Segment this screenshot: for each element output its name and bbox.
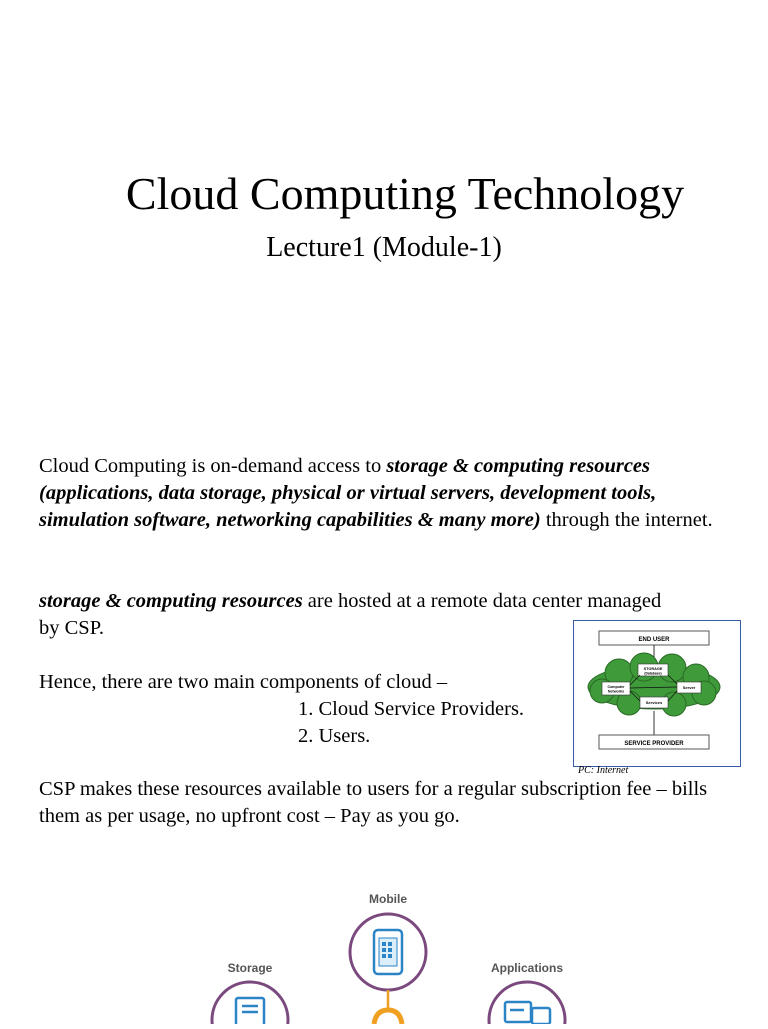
server-label: Server xyxy=(682,685,696,690)
slide-subtitle: Lecture1 (Module-1) xyxy=(266,232,502,263)
storage-circle xyxy=(212,982,288,1024)
hosting-tail: are hosted at a remote data center managed by CSP. xyxy=(39,590,662,639)
storage-sublabel: (Database) xyxy=(644,671,662,676)
computer-networks-label-2: Networks xyxy=(607,689,625,694)
definition-paragraph xyxy=(39,453,729,534)
storage-figure-label: Storage xyxy=(227,961,273,975)
component-item-users: 2. Users. xyxy=(298,725,371,747)
definition-lead: Cloud Computing is on-demand access to xyxy=(39,455,387,477)
mobile-label: Mobile xyxy=(369,892,407,906)
cloud-architecture-diagram xyxy=(573,620,741,767)
slide-title: Cloud Computing Technology xyxy=(125,168,685,219)
service-provider-label: SERVICE PROVIDER xyxy=(624,741,684,747)
definition-tail: through the internet. xyxy=(540,509,713,531)
definition-emphasis: storage & computing resources (applications, data storage, physical or virtual servers, development tools, simulation software, networking capabilities & many more) xyxy=(39,455,657,531)
hosting-emphasis: storage & computing resources xyxy=(39,590,303,612)
billing-paragraph: CSP makes these resources available to users for a regular subscription fee – bills them as per usage, no upfront cost – Pay as you go. xyxy=(39,778,708,827)
components-intro: Hence, there are two main components of cloud – xyxy=(39,671,448,693)
mobile-icon xyxy=(374,930,402,974)
end-user-label: END USER xyxy=(638,637,670,643)
image-credit: PC: Internet xyxy=(578,765,629,776)
applications-label: Applications xyxy=(490,961,564,975)
storage-label: STORAGE xyxy=(643,667,663,671)
cloud-services-figure xyxy=(0,880,768,1024)
computer-networks-label: Computer xyxy=(607,685,625,689)
component-item-csp: 1. Cloud Service Providers. xyxy=(298,698,525,720)
services-label: Services xyxy=(645,700,663,705)
